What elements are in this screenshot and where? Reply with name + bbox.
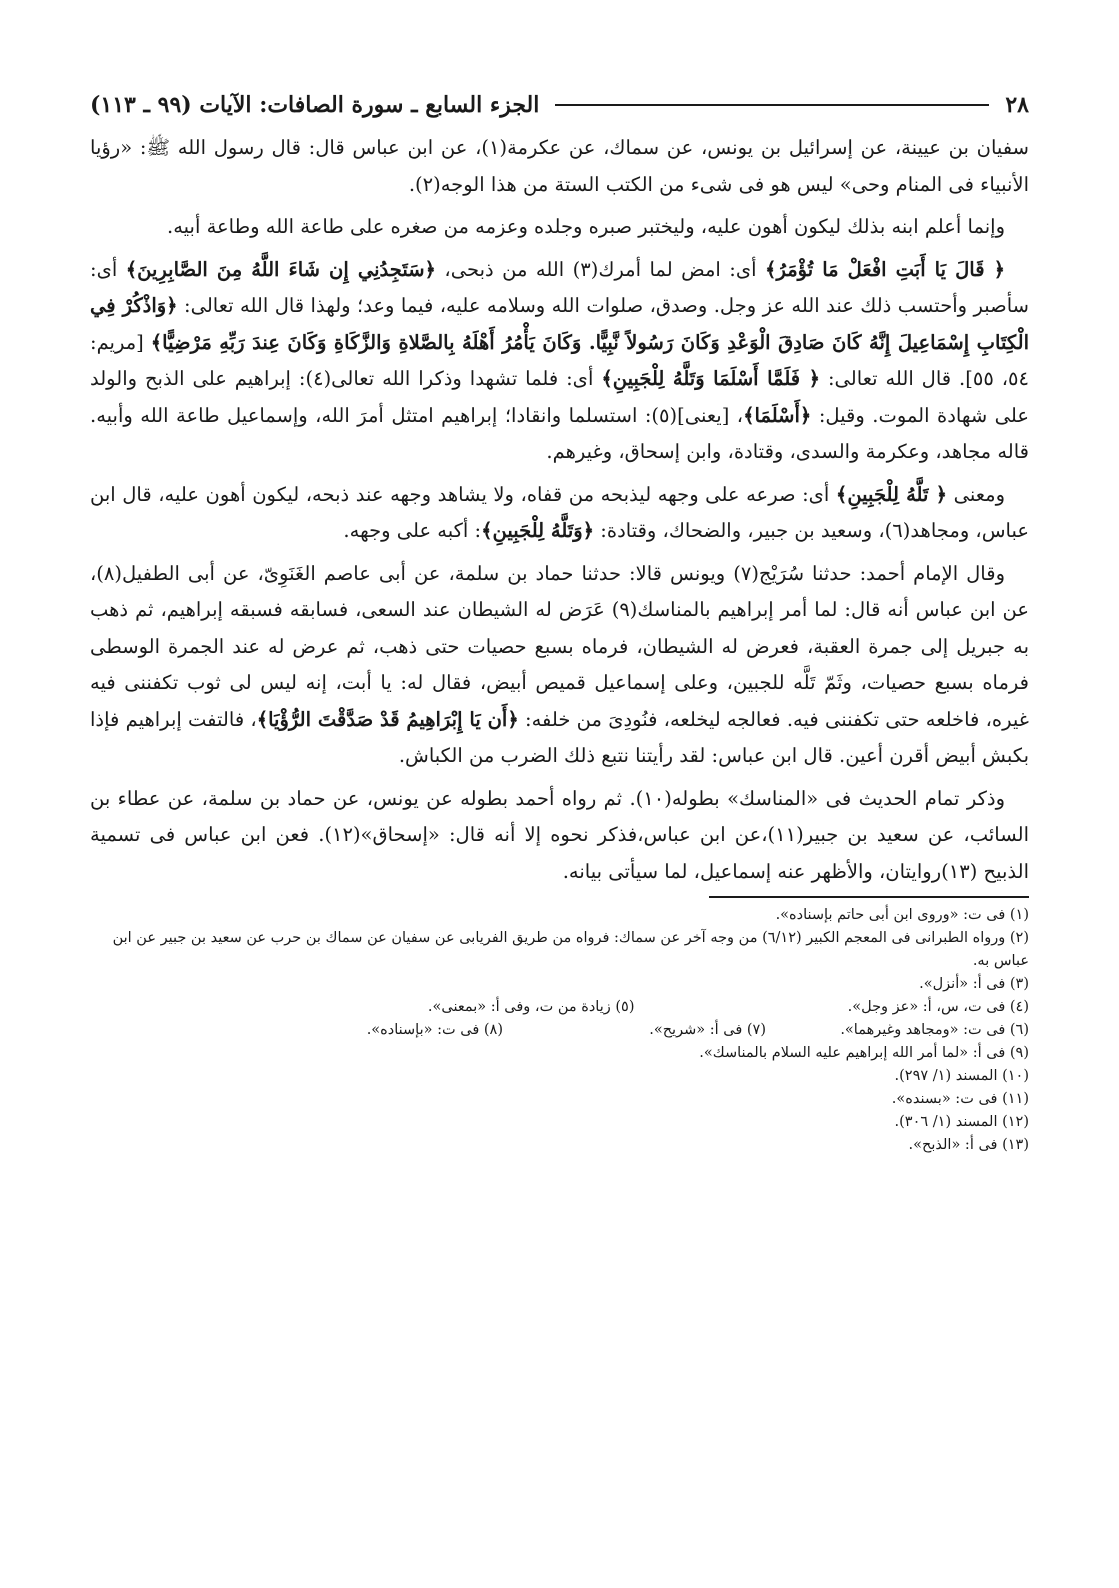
footnote-4: (٤) فى ت، س، أ: «عز وجل». — [847, 998, 1029, 1015]
quran-verse: ﴿ تَلَّهُ لِلْجَبِينِ﴾ — [835, 482, 948, 506]
quran-verse: ﴿أَن يَا إِبْرَاهِيمُ قَدْ صَدَّقْتَ الرُّؤْيَا﴾ — [256, 707, 519, 731]
footnote-3: (٣) فى أ: «أنزل». — [919, 975, 1029, 992]
paragraph-4 — [90, 477, 1029, 550]
header-rule — [555, 104, 989, 106]
footnote-6: (٦) فى ت: «ومجاهد وغيرهما». — [840, 1021, 1029, 1038]
text-run: وقال الإمام أحمد: حدثنا سُرَيْج(٧) ويونس قالا: حدثنا حماد بن سلمة، عن أبى عاصم الغَنَوِىّ، عن أبى الطفيل(٨)، عن ابن عباس أنه قال: لما أمر إبراهيم بالمناسك(٩) عَرَض له الشيطان عند السعى، فسابقه فسبقه إبراهيم، ثم ذهب به جبريل إلى جمرة العقبة، فعرض له الشيطان، فرماه بسبع حصيات حتى ذهب، ثم عرض له عند الجمرة الوسطى فرماه بسبع حصيات، وثَمّ تَلَّه للجبين، وعلى إسماعيل قميص أبيض، فقال له: يا أبت، إنه ليس لى ثوب تكفننى فيه غيره، فاخلعه حتى تكفننى فيه. فعالجه ليخلعه، فنُودِىَ من خلفه: — [90, 561, 1029, 731]
footnote-12: (١٢) المسند (١/ ٣٠٦). — [894, 1113, 1029, 1130]
paragraph-5 — [90, 556, 1029, 775]
footnote-10: (١٠) المسند (١/ ٢٩٧). — [894, 1067, 1029, 1084]
text-run: أى: امض لما أمرك(٣) الله من ذبحى، — [435, 257, 766, 281]
page-number: ٢٨ — [1005, 92, 1029, 118]
paragraph-6: وذكر تمام الحديث فى «المناسك» بطوله(١٠). ثم رواه أحمد بطوله عن يونس، عن حماد بن سلمة، عن عطاء بن السائب، عن سعيد بن جبير(١١)،عن ابن عباس،فذكر نحوه إلا أنه قال: «إسحاق»(١٢). فعن ابن عباس فى تسمية الذبيح (١٣)روايتان، والأظهر عنه إسماعيل، لما سيأتى بيانه. — [90, 786, 1029, 883]
text-run: ، [يعنى](٥): استسلما وانقادا؛ إبراهيم امتثل أمرَ الله، وإسماعيل طاعة الله وأبيه. قاله مجاهد، وعكرمة والسدى، وقتادة، وابن إسحاق، وغيرهم. — [90, 403, 1029, 463]
footnote-11: (١١) فى ت: «بسنده». — [891, 1090, 1029, 1107]
footnote-9: (٩) فى أ: «لما أمر الله إبراهيم عليه السلام بالمناسك». — [699, 1044, 1029, 1061]
quran-verse: ﴿وَاذْكُرْ فِي الْكِتَابِ إِسْمَاعِيلَ إِنَّهُ كَانَ صَادِقَ الْوَعْدِ وَكَانَ رَسُولاً نَّبِيًّا. وَكَانَ يَأْمُرُ أَهْلَهُ بِالصَّلاةِ وَالزَّكَاةِ وَكَانَ عِندَ رَبِّهِ مَرْضِيًّا﴾ — [90, 294, 1029, 354]
paragraph-1: سفيان بن عيينة، عن إسرائيل بن يونس، عن سماك، عن عكرمة(١)، عن ابن عباس قال: قال رسول الله ﷺ: «رؤيا الأنبياء فى المنام وحى» ليس هو فى شىء من الكتب الستة من هذا الوجه(٢). — [90, 136, 1029, 196]
footnote-8: (٨) فى ت: «بإسناده». — [366, 1021, 503, 1038]
footnote-rule — [709, 896, 1029, 898]
text-run: ، فالتفت إبراهيم فإذا بكبش أبيض أقرن أعين. قال ابن عباس: لقد رأيتنا نتبع ذلك الضرب من الكباش. — [90, 707, 1029, 767]
main-text — [90, 130, 1029, 890]
text-run: ومعنى — [947, 482, 1005, 506]
quran-verse: ﴿وَتَلَّهُ لِلْجَبِينِ﴾ — [481, 519, 595, 542]
text-run: أى: سأصبر وأحتسب ذلك عند الله عز وجل. وصدق، صلوات الله وسلامه عليه، فيما وعد؛ ولهذا قال الله تعالى: — [90, 257, 1029, 317]
quran-verse: ﴿ فَلَمَّا أَسْلَمَا وَتَلَّهُ لِلْجَبِينِ﴾ — [601, 367, 821, 390]
footnote-13: (١٣) فى أ: «الذبح». — [908, 1136, 1029, 1153]
text-run: أى: فلما تشهدا وذكرا الله تعالى(٤): إبراهيم على الذبح والولد على شهادة الموت. وقيل: — [90, 367, 1029, 427]
text-run: [مريم: ٥٤، ٥٥]. قال الله تعالى: — [90, 330, 1029, 390]
footnote-7: (٧) فى أ: «شريح». — [649, 1021, 766, 1038]
footnote-5: (٥) زيادة من ت، وفى أ: «بمعنى». — [427, 998, 635, 1015]
paragraph-3 — [90, 252, 1029, 471]
text-run: : أكبه على وجهه. — [343, 519, 482, 542]
footnote-row — [90, 996, 1029, 1019]
footnote-row — [90, 1019, 1029, 1042]
paragraph-2: وإنما أعلم ابنه بذلك ليكون أهون عليه، وليختبر صبره وجلده وعزمه من صغره على طاعة الله وطاعة أبيه. — [167, 215, 1005, 238]
footnotes — [90, 904, 1029, 1157]
footnote-1: (١) فى ت: «وروى ابن أبى حاتم بإسناده». — [775, 906, 1029, 923]
page-header — [90, 88, 1029, 122]
footnote-2: (٢) ورواه الطبرانى فى المعجم الكبير (٦/١٢) من وجه آخر عن سماك: فرواه من طريق الفريابى عن سفيان عن سماك بن حرب عن سعيد بن جبير عن ابن عباس به. — [112, 929, 1029, 969]
quran-verse: ﴿ قَالَ يَا أَبَتِ افْعَلْ مَا تُؤْمَرُ﴾ — [765, 257, 1005, 281]
quran-verse: ﴿سَتَجِدُنِي إِن شَاءَ اللَّهُ مِنَ الصَّابِرِينَ﴾ — [125, 257, 436, 281]
text-run: أى: صرعه على وجهه ليذبحه من قفاه، ولا يشاهد وجهه عند ذبحه، ليكون أهون عليه، قال ابن عباس، ومجاهد(٦)، وسعيد بن جبير، والضحاك، وقتادة: — [90, 482, 1029, 542]
quran-verse: ﴿أَسْلَمَا﴾ — [743, 403, 812, 427]
running-title: الجزء السابع ـ سورة الصافات: الآيات (٩٩ ـ ١١٣) — [90, 92, 540, 118]
